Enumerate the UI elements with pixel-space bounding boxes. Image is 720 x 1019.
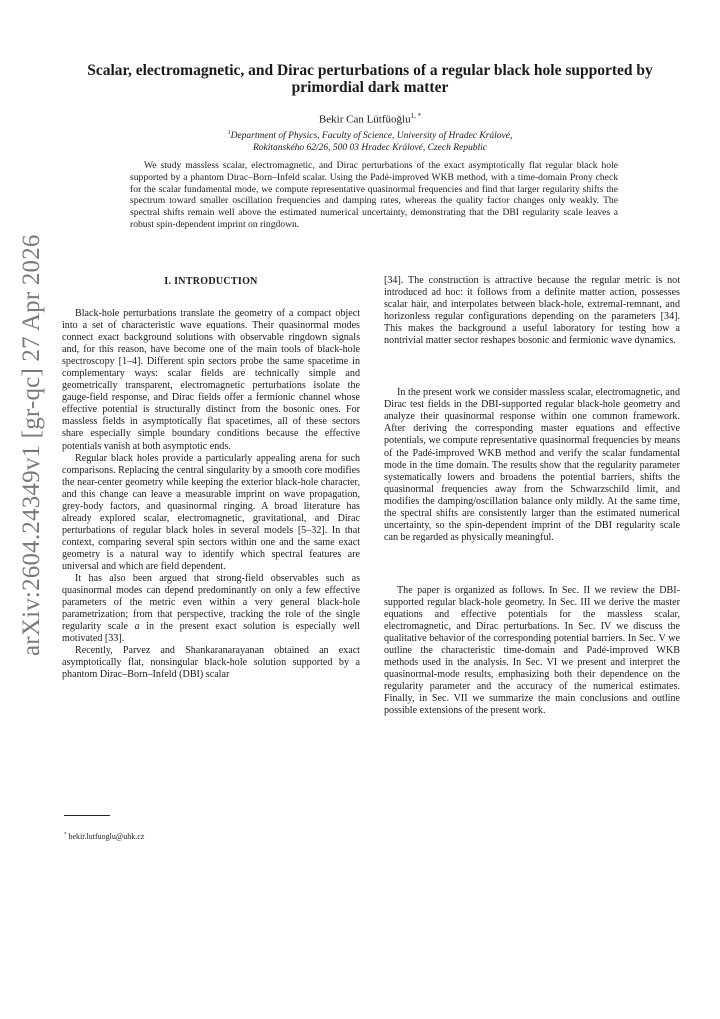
- author-line: [0, 112, 720, 126]
- abstract: We study massless scalar, electromagnetic, and Dirac perturbations of the exact asymptotically flat regular black hole supported by a phantom Dirac–Born–Infeld scalar. Using the Padé-improved WKB method, with a time-domain Prony check for the scalar fundamental mode, we compute representative quasinormal frequencies and find that larger regularity shifts the spectrum toward smaller oscillation frequencies and damping rates, whereas the quality factor changes only weakly. The spectral shifts remain well above the estimated numerical uncertainty, demonstrating that the DBI regularity scale leaves a robust spin-dependent imprint on ringdown.: [130, 160, 618, 230]
- arxiv-identifier: arXiv:2604.24349v1 [gr-qc] 27 Apr 2026: [18, 234, 45, 656]
- paragraph: The paper is organized as follows. In Sec. II we review the DBI-supported regular black-hole geometry. In Sec. III we derive the master equations and effective potentials for the massless scalar, electromagnetic, and Dirac perturbations. In Sec. IV we discuss the qualitative behavior of the corresponding potential barriers. In Sec. V we outline the characteristic time-domain and Padé-improved WKB methods used in the analysis. In Sec. VI we present and interpret the quasinormal-mode results, emphasizing both their dependence on the regularity parameter and the accuracy of the numerical estimates. Finally, in Sec. VII we summarize the main conclusions and outline possible extensions of the present work.: [384, 584, 680, 717]
- footnote-mark: *: [64, 832, 67, 838]
- paragraph: In the present work we consider massless scalar, electromagnetic, and Dirac test fields in the DBI-supported regular black-hole geometry and analyze their quasinormal response within one common framework. After deriving the corresponding master equations and effective potentials, we compute representative quasinormal frequencies by means of the Padé-improved WKB method and verify the scalar fundamental mode in the time domain. The results show that the regularity parameter systematically lowers and broadens the potential barriers, shifts the quasinormal frequencies away from the Schwarzschild limit, and modifies the damping/oscillation balance only mildly. At the same time, the spectral shifts are consistently larger than the estimated numerical uncertainty, so the spin-dependent imprint of the DBI regularity scale can be regarded as physically meaningful.: [384, 387, 680, 543]
- footnote-email: bekir.lutfuoglu@uhk.cz: [68, 832, 145, 841]
- paragraph: Regular black holes provide a particularly appealing arena for such comparisons. Replacing the central singularity by a smooth core modifies the near-center geometry while keeping the exterior black-hole character, and this change can leave a measurable imprint on wave propagation, grey-body factors, and quasinormal ringing. A broad literature has already explored scalar, electromagnetic, gravitational, and Dirac perturbations of regular black holes in several models [5–32]. In that context, comparing several spin sectors within one and the same exact geometry is a natural way to identify which spectral features are universal and which are field dependent.: [62, 452, 360, 572]
- footnote: [64, 832, 144, 841]
- left-column: [62, 308, 360, 681]
- affiliation-line-1: [60, 127, 680, 142]
- author-marks: 1, *: [410, 112, 422, 120]
- paragraph: [34]. The construction is attractive because the regular metric is not introduced ad hoc: it follows from a definite matter action, possesses scalar hair, and interpolates between black-hole, extremal-remnant, and horizonless regular configurations depending on the parameters [34]. This makes the background a useful laboratory for testing how a nontrivial matter sector reshapes bosonic and fermionic wave dynamics.: [384, 275, 680, 347]
- paragraph-text: in the present exact solution is especially well motivated [33].: [62, 621, 360, 645]
- affiliation-text-1: Department of Physics, Faculty of Science, University of Hradec Králové,: [230, 131, 513, 142]
- right-column: [384, 275, 680, 717]
- variable-a: a: [134, 621, 140, 633]
- affiliation-line-2: Rokitanského 62/26, 500 03 Hradec Králové, Czech Republic: [252, 143, 488, 154]
- paragraph: Recently, Parvez and Shankaranarayanan obtained an exact asymptotically flat, nonsingular black-hole solution supported by a phantom Dirac–Born–Infeld (DBI) scalar: [62, 645, 360, 681]
- paragraph: Black-hole perturbations translate the geometry of a compact object into a set of characteristic wave equations. Their quasinormal modes connect exact background solutions with observable ringdown signals and, for this reason, have become one of the main tools of black-hole spectroscopy [1–4]. Different spin sectors probe the same spacetime in complementary ways: scalar fields are technically simple and geometrically transparent, electromagnetic perturbations isolate the gauge-field response, and Dirac fields offer a fermionic channel whose effective potential is structurally distinct from the bosonic ones. For massless fields in asymptotically flat spacetimes, all of these sectors share especially simple boundary conditions because the effective potentials vanish at both asymptotic ends.: [62, 308, 360, 452]
- author-name: Bekir Can Lütfüoğlu: [318, 113, 411, 126]
- affiliation-mark: 1: [227, 130, 231, 136]
- paper-title: Scalar, electromagnetic, and Dirac perturbations of a regular black hole supported by primordial dark matter: [87, 62, 653, 96]
- paragraph-text: It has also been argued that strong-field observables such as quasinormal modes can depend predominantly on only a few effective parameters of the metric even within a very general black-hole parametrization; from that perspective, tracking the role of the single regularity scale: [62, 573, 360, 633]
- paragraph: [62, 573, 360, 645]
- footnote-rule: [64, 815, 110, 816]
- section-heading-introduction: I. INTRODUCTION: [164, 276, 258, 287]
- affiliation: [60, 127, 680, 154]
